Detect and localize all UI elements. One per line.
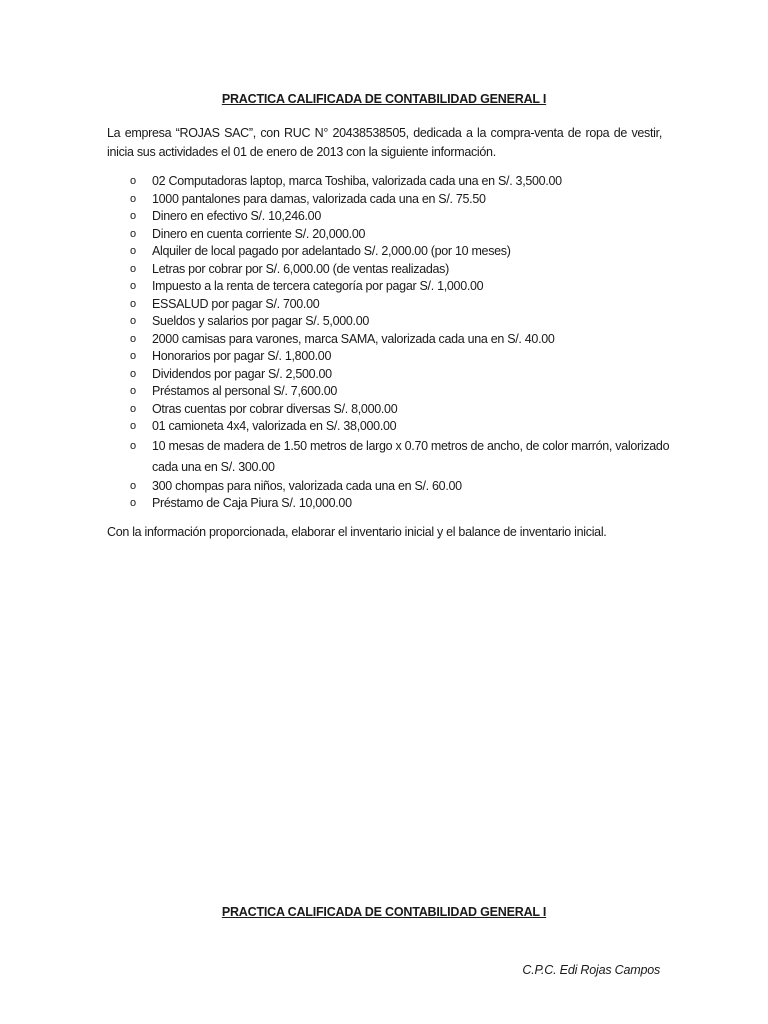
bullet-icon: o [130,439,136,452]
bullet-icon: o [130,315,136,327]
bullet-icon: o [130,227,136,240]
list-item [0,226,672,244]
intro-paragraph: La empresa “ROJAS SAC”, con RUC N° 20438538505, dedicada a la compra-venta de ropa de vestir, inicia sus actividades el 01 de enero de 2013 con la siguiente información. [107,126,662,159]
list-item-text: ESSALUD por pagar S/. 700.00 [152,296,320,311]
bullet-icon: o [130,210,136,222]
list-item-text: 2000 camisas para varones, marca SAMA, valorizada cada una en S/. 40.00 [152,331,555,346]
list-item [0,331,672,349]
list-item [0,383,672,401]
footer-title: PRACTICA CALIFICADA DE CONTABILIDAD GENERAL I [221,905,547,919]
list-item-text: Dinero en cuenta corriente S/. 20,000.00 [152,226,366,241]
inventory-list [0,173,768,513]
list-item [0,495,672,513]
bullet-icon: o [130,297,136,310]
bullet-icon: o [130,402,136,415]
bullet-icon: o [130,479,136,492]
list-item-text: Préstamos al personal S/. 7,600.00 [152,384,338,398]
list-item [0,348,672,366]
list-item [0,261,672,279]
list-item-text: Impuesto a la renta de tercera categoría por pagar S/. 1,000.00 [152,279,484,293]
list-item-text: Alquiler de local pagado por adelantado S/. 2,000.00 (por 10 meses) [152,244,511,258]
bullet-icon: o [130,367,136,380]
bullet-icon: o [130,350,136,362]
list-item-text: Dinero en efectivo S/. 10,246.00 [152,209,321,223]
list-item-text: Préstamo de Caja Piura S/. 10,000.00 [152,496,352,510]
list-item-text: 300 chompas para niños, valorizada cada una en S/. 60.00 [152,478,462,493]
list-item [0,313,672,331]
list-item [0,191,672,209]
bullet-icon: o [130,385,136,397]
list-item-text: Letras por cobrar por S/. 6,000.00 (de ventas realizadas) [152,261,449,276]
list-item [0,296,672,314]
list-item [0,436,672,478]
author-signature: C.P.C. Edi Rojas Campos [522,963,660,977]
list-item [0,418,672,436]
page-title: PRACTICA CALIFICADA DE CONTABILIDAD GENERAL I [221,92,547,106]
list-item-text: 1000 pantalones para damas, valorizada cada una en S/. 75.50 [152,191,486,206]
list-item-text: 01 camioneta 4x4, valorizada en S/. 38,000.00 [152,419,397,433]
bullet-icon: o [130,245,136,257]
list-item [0,478,672,496]
list-item-text: 02 Computadoras laptop, marca Toshiba, valorizada cada una en S/. 3,500.00 [152,174,562,188]
list-item-text: Honorarios por pagar S/. 1,800.00 [152,349,332,363]
bullet-icon: o [130,262,136,275]
list-item [0,243,672,261]
list-item-text: Otras cuentas por cobrar diversas S/. 8,000.00 [152,401,398,416]
bullet-icon: o [130,192,136,205]
conclusion-paragraph: Con la información proporcionada, elaborar el inventario inicial y el balance de inventario inicial. [107,525,607,539]
bullet-icon: o [130,332,136,345]
bullet-icon: o [130,497,136,509]
bullet-icon: o [130,280,136,292]
list-item-text: 10 mesas de madera de 1.50 metros de largo x 0.70 metros de ancho, de color marrón, valorizado cada una en S/. 300.00 [152,438,670,474]
list-item [0,401,672,419]
list-item-text: Dividendos por pagar S/. 2,500.00 [152,366,332,381]
list-item-text: Sueldos y salarios por pagar S/. 5,000.00 [152,314,370,328]
list-item [0,366,672,384]
bullet-icon: o [130,175,136,187]
list-item [0,208,672,226]
list-item [0,278,672,296]
bullet-icon: o [130,420,136,432]
list-item [0,173,672,191]
